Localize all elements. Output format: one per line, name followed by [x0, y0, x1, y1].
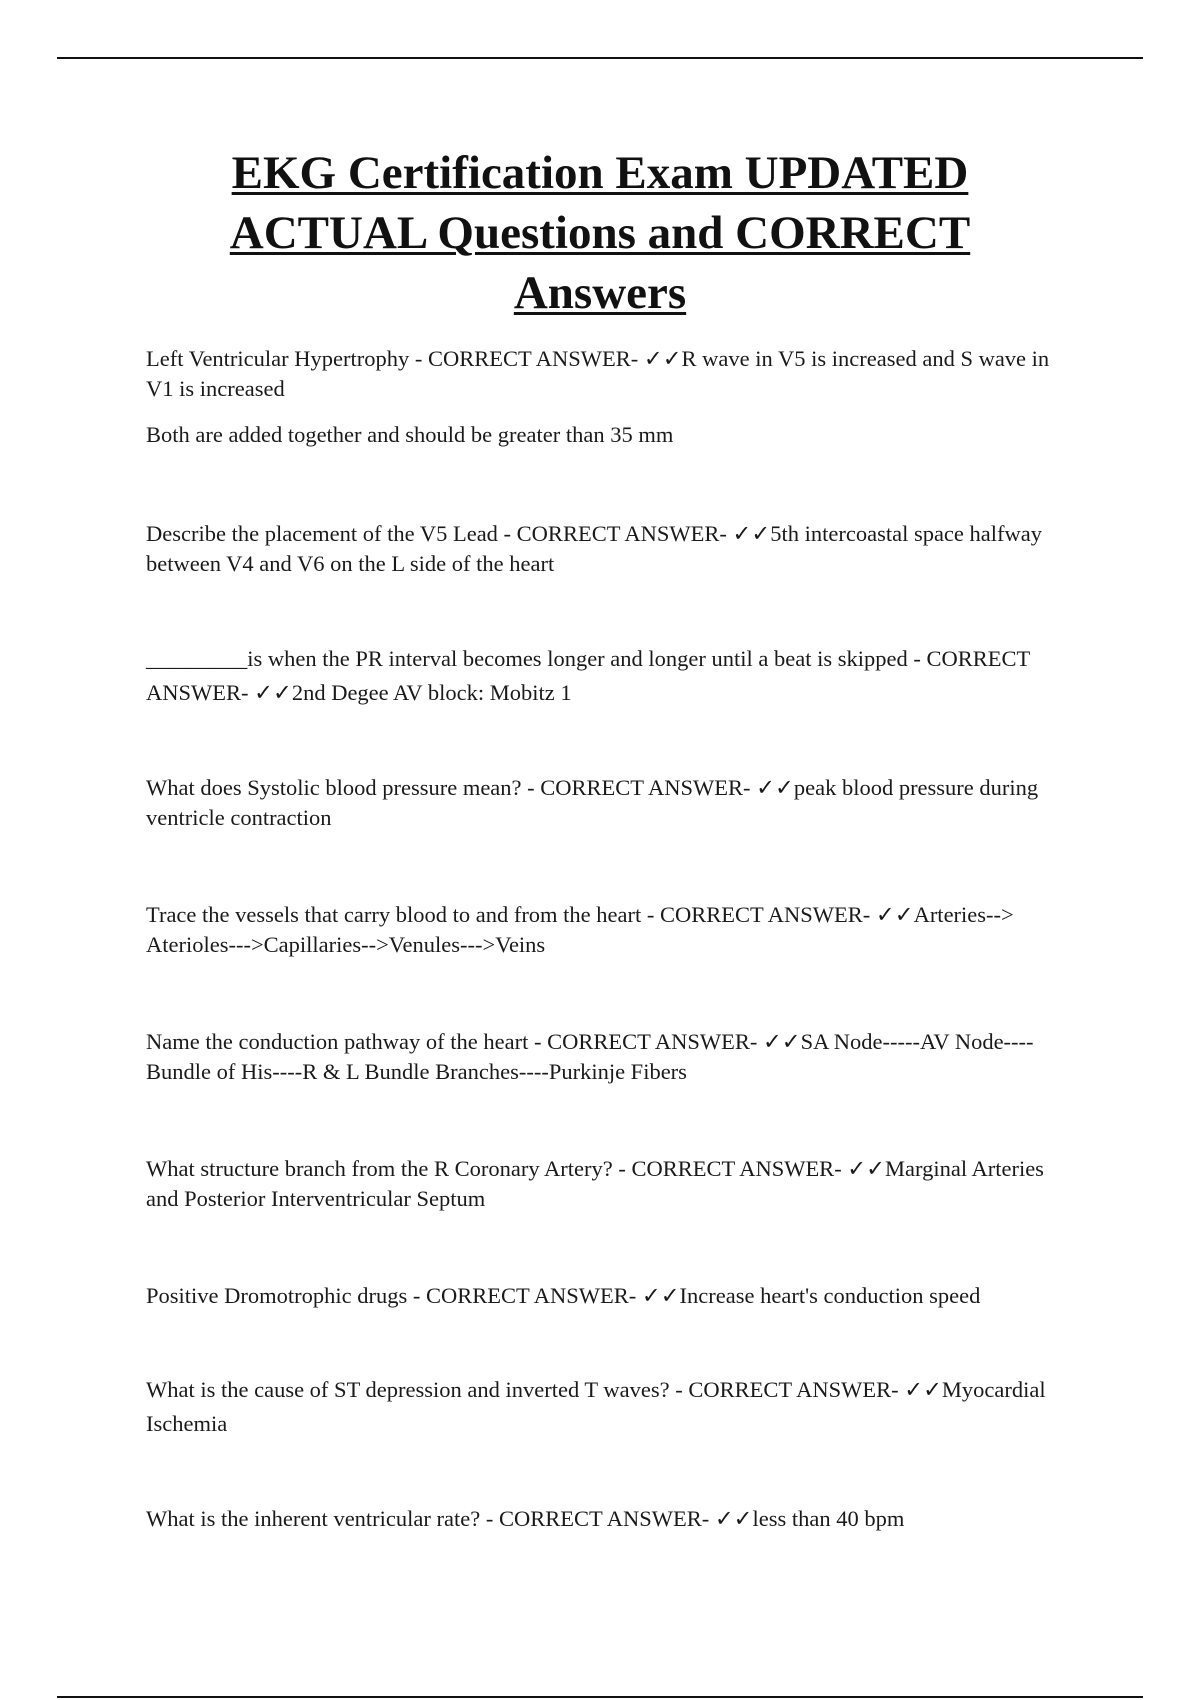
qa-item: [146, 900, 1076, 960]
qa-text: Positive Dromotrophic drugs - CORRECT ANSWER- ✓✓Increase heart's conduction speed: [146, 1283, 981, 1308]
qa-item: [146, 1504, 1076, 1534]
qa-text: Trace the vessels that carry blood to and from the heart - CORRECT ANSWER- ✓✓Arteries--> Aterioles--->Capillaries-->Venules--->Veins: [146, 902, 1014, 957]
qa-text: Describe the placement of the V5 Lead - CORRECT ANSWER- ✓✓5th intercoastal space halfway between V4 and V6 on the L side of the heart: [146, 521, 1043, 576]
qa-item: [146, 1154, 1076, 1214]
qa-text: What is the cause of ST depression and inverted T waves? - CORRECT ANSWER- ✓✓Myocardial Ischemia: [146, 1377, 1046, 1436]
qa-item: [146, 1027, 1076, 1087]
qa-text: Left Ventricular Hypertrophy - CORRECT ANSWER- ✓✓R wave in V5 is increased and S wave in V1 is increased: [146, 346, 1050, 401]
top-rule: [57, 57, 1143, 59]
qa-text: _________is when the PR interval becomes longer and longer until a beat is skipped - CORRECT ANSWER- ✓✓2nd Degee AV block: Mobitz 1: [146, 646, 1030, 705]
qa-extra-text: Both are added together and should be greater than 35 mm: [146, 422, 674, 447]
bottom-rule: [57, 1696, 1143, 1698]
qa-text: What does Systolic blood pressure mean? - CORRECT ANSWER- ✓✓peak blood pressure during ventricle contraction: [146, 775, 1039, 830]
qa-item: [146, 519, 1076, 579]
qa-item: [146, 1373, 1076, 1441]
qa-item: [146, 642, 1076, 710]
qa-item: [146, 344, 1076, 450]
qa-item: [146, 773, 1076, 833]
qa-text: What structure branch from the R Coronary Artery? - CORRECT ANSWER- ✓✓Marginal Arteries and Posterior Interventricular Septum: [146, 1156, 1044, 1211]
qa-text: What is the inherent ventricular rate? - CORRECT ANSWER- ✓✓less than 40 bpm: [146, 1506, 905, 1531]
document-title: EKG Certification Exam UPDATED ACTUAL Questions and CORRECT Answers: [229, 147, 971, 319]
qa-text: Name the conduction pathway of the heart - CORRECT ANSWER- ✓✓SA Node-----AV Node----Bundle of His----R & L Bundle Branches----Purkinje Fibers: [146, 1029, 1034, 1084]
qa-item: [146, 1281, 1076, 1311]
